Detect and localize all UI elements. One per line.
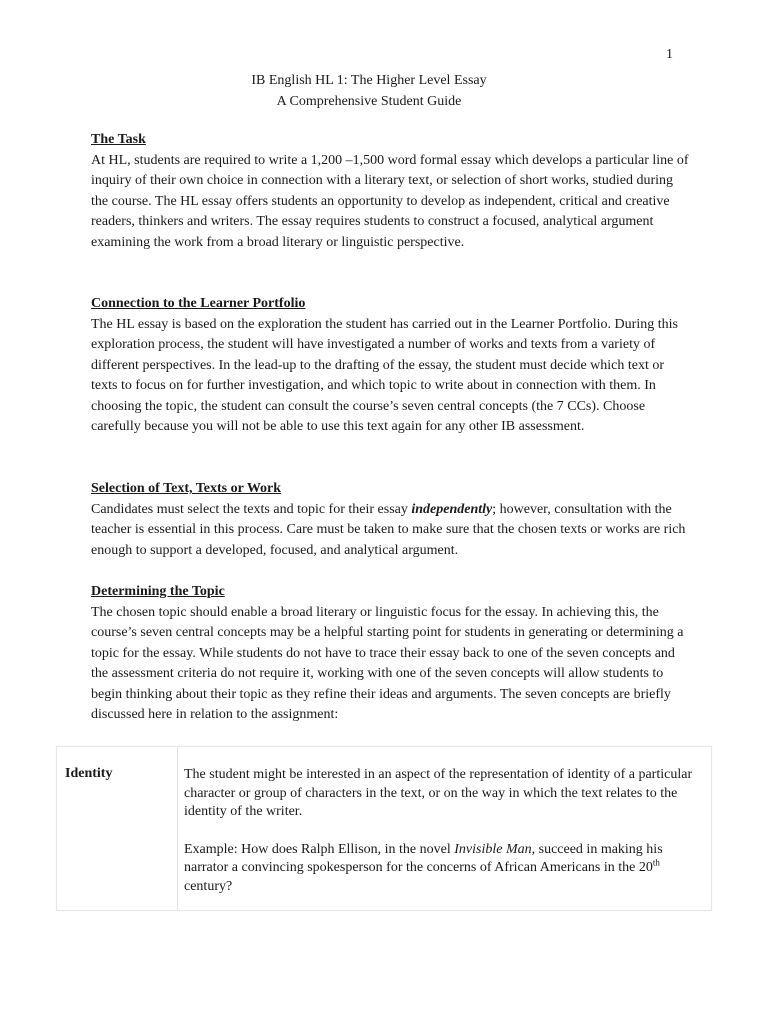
selection-text-after: ; however, consultation with the teacher is essential in this process. Care must be taken to make sure that the chosen texts or works are rich enough to support a developed, focused, and analytical argument. <box>91 501 686 558</box>
example-book-title: Invisible Man, <box>454 841 536 857</box>
section-body-topic: The chosen topic should enable a broad literary or linguistic focus for the essay. In achieving this, the course’s seven central concepts may be a helpful starting point for students in generating or determining a topic for the essay. While students do not have to trace their essay back to one of the seven concepts and the assessment criteria do not require it, working with one of the seven concepts will allow students to begin thinking about their topic as they refine their ideas and arguments. The seven concepts are briefly discussed here in relation to the assignment: <box>91 604 684 722</box>
selection-emphasis: independently <box>411 501 493 517</box>
section-heading-selection: Selection of Text, Texts or Work <box>91 481 282 496</box>
section-selection <box>91 479 691 561</box>
concept-label-cell <box>57 747 178 910</box>
section-task <box>91 130 691 253</box>
title-line-1: IB English HL 1: The Higher Level Essay <box>251 73 487 88</box>
title-line-2: A Comprehensive Student Guide <box>276 94 462 109</box>
concept-description-cell <box>184 766 704 896</box>
concept-description: The student might be interested in an aspect of the representation of identity of a particular character or group of characters in the text, or on the way in which the text relates to the identity of the writer. <box>184 767 693 819</box>
section-heading-task: The Task <box>91 132 146 147</box>
concepts-table <box>56 746 712 911</box>
section-heading-topic: Determining the Topic <box>91 584 225 599</box>
concept-label: Identity <box>65 766 113 781</box>
example-text-middle: succeed in making his narrator a convincing spokesperson for the concerns of African Americans in the 20 <box>184 841 663 875</box>
section-body-selection <box>91 500 691 562</box>
concept-example <box>184 841 704 897</box>
section-topic <box>91 582 691 726</box>
section-portfolio <box>91 294 691 438</box>
section-body-portfolio: The HL essay is based on the exploration the student has carried out in the Learner Portfolio. During this exploration process, the student will have investigated a number of works and texts from a variety of different perspectives. In the lead-up to the drafting of the essay, the student must decide which text or texts to focus on for further investigation, and which topic to write about in connection with them. In choosing the topic, the student can consult the course’s seven central concepts (the 7 CCs). Choose carefully because you will not be able to use this text again for any other IB assessment. <box>91 316 678 434</box>
page-number: 1 <box>666 47 673 62</box>
example-superscript: th <box>652 857 660 868</box>
example-text-before: Example: How does Ralph Ellison, in the novel <box>184 841 455 857</box>
example-text-after: century? <box>184 878 233 894</box>
document-title <box>0 70 738 112</box>
selection-text-before: Candidates must select the texts and topic for their essay <box>91 501 412 517</box>
section-heading-portfolio: Connection to the Learner Portfolio <box>91 296 306 311</box>
section-body-task: At HL, students are required to write a 1,200 –1,500 word formal essay which develops a particular line of inquiry of their own choice in connection with a literary text, or selection of short works, studied during the course. The HL essay offers students an opportunity to develop as independent, critical and creative readers, thinkers and writers. The essay requires students to construct a focused, analytical argument examining the work from a broad literary or linguistic perspective. <box>91 152 689 250</box>
